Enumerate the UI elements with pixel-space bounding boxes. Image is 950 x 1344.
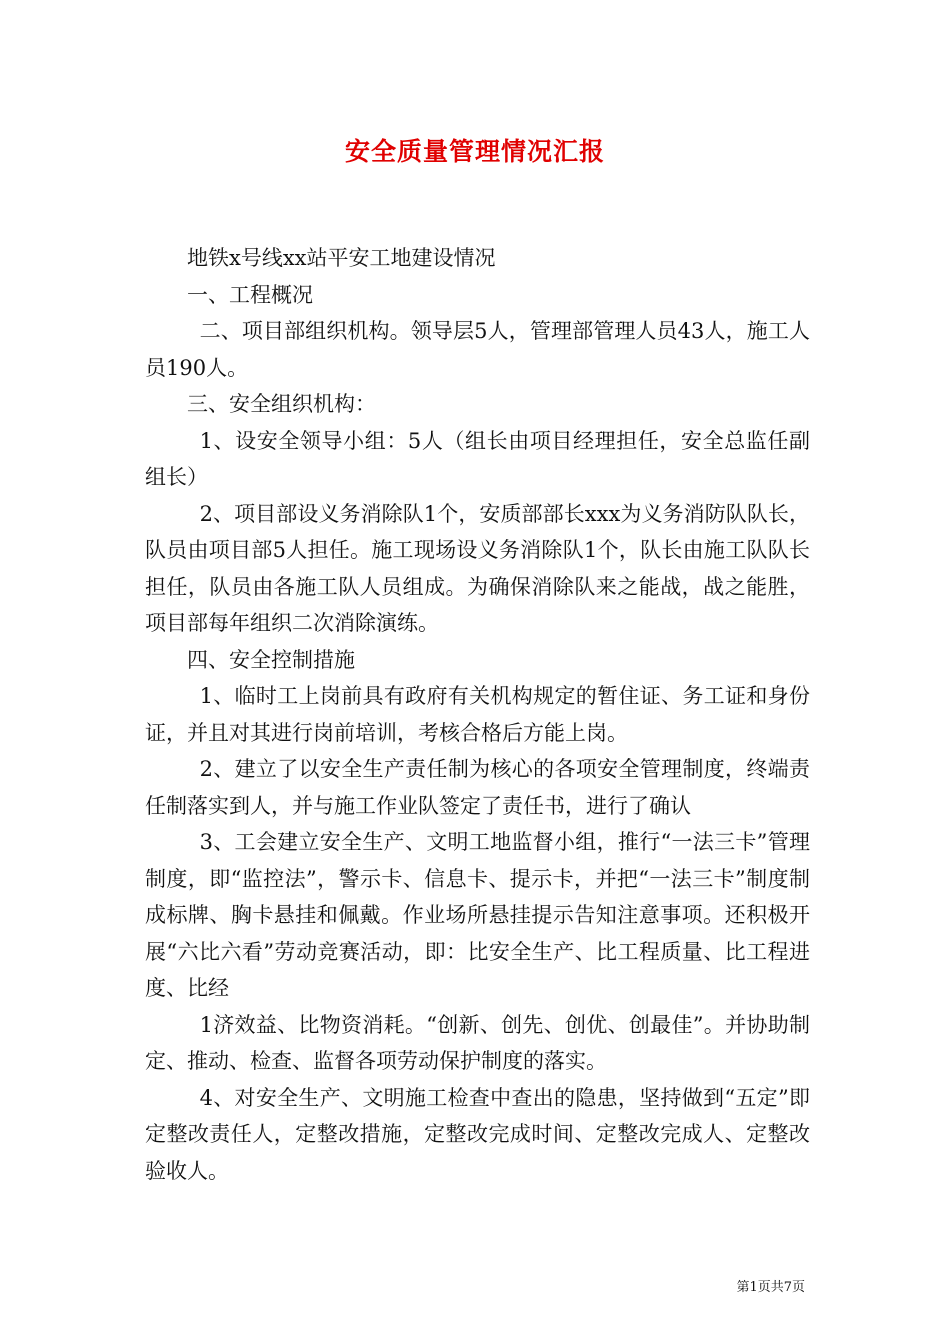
list-item: 1济效益、比物资消耗。“创新、创先、创优、创最佳”。并协助制定、推动、检查、监督各项劳动保护制度的落实。	[145, 1012, 810, 1073]
list-item: 1、设安全领导小组：5人（组长由项目经理担任，安全总监任副组长）	[145, 428, 810, 489]
section-heading-4: 四、安全控制措施	[187, 647, 355, 672]
section-heading-3: 三、安全组织机构：	[187, 392, 376, 416]
section-heading-1: 一、工程概况	[187, 282, 313, 307]
list-item: 1、临时工上岗前具有政府有关机构规定的暂住证、务工证和身份证，并且对其进行岗前培训，考核合格后方能上岗。	[145, 684, 810, 745]
document-body	[145, 240, 810, 1189]
page-number: 第1页共7页	[736, 1280, 805, 1295]
paragraph-heading: 地铁x号线xx站平安工地建设情况	[187, 246, 496, 270]
document-title: 安全质量管理情况汇报	[344, 137, 605, 166]
section-heading-2: 二、项目部组织机构。领导层5人，管理部管理人员43人，施工人员190人。	[145, 319, 810, 380]
list-item: 4、对安全生产、文明施工检查中查出的隐患，坚持做到“五定”即定整改责任人，定整改措施，定整改完成时间、定整改完成人、定整改验收人。	[145, 1085, 810, 1183]
list-item: 2、项目部设义务消除队1个，安质部部长xxx为义务消防队队长，队员由项目部5人担任。施工现场设义务消除队1个，队长由施工队队长担任，队员由各施工队人员组成。为确保消除队来之能战，战之能胜，项目部每年组织二次消除演练。	[145, 501, 810, 635]
list-item: 2、建立了以安全生产责任制为核心的各项安全管理制度，终端责任制落实到人，并与施工作业队签定了责任书，进行了确认	[145, 757, 810, 818]
list-item: 3、工会建立安全生产、文明工地监督小组，推行“一法三卡”管理制度，即“监控法”，警示卡、信息卡、提示卡，并把“一法三卡”制度制成标牌、胸卡悬挂和佩戴。作业场所悬挂提示告知注意事项。还积极开展“六比六看”劳动竞赛活动，即：比安全生产、比工程质量、比工程进度、比经	[145, 830, 810, 1000]
